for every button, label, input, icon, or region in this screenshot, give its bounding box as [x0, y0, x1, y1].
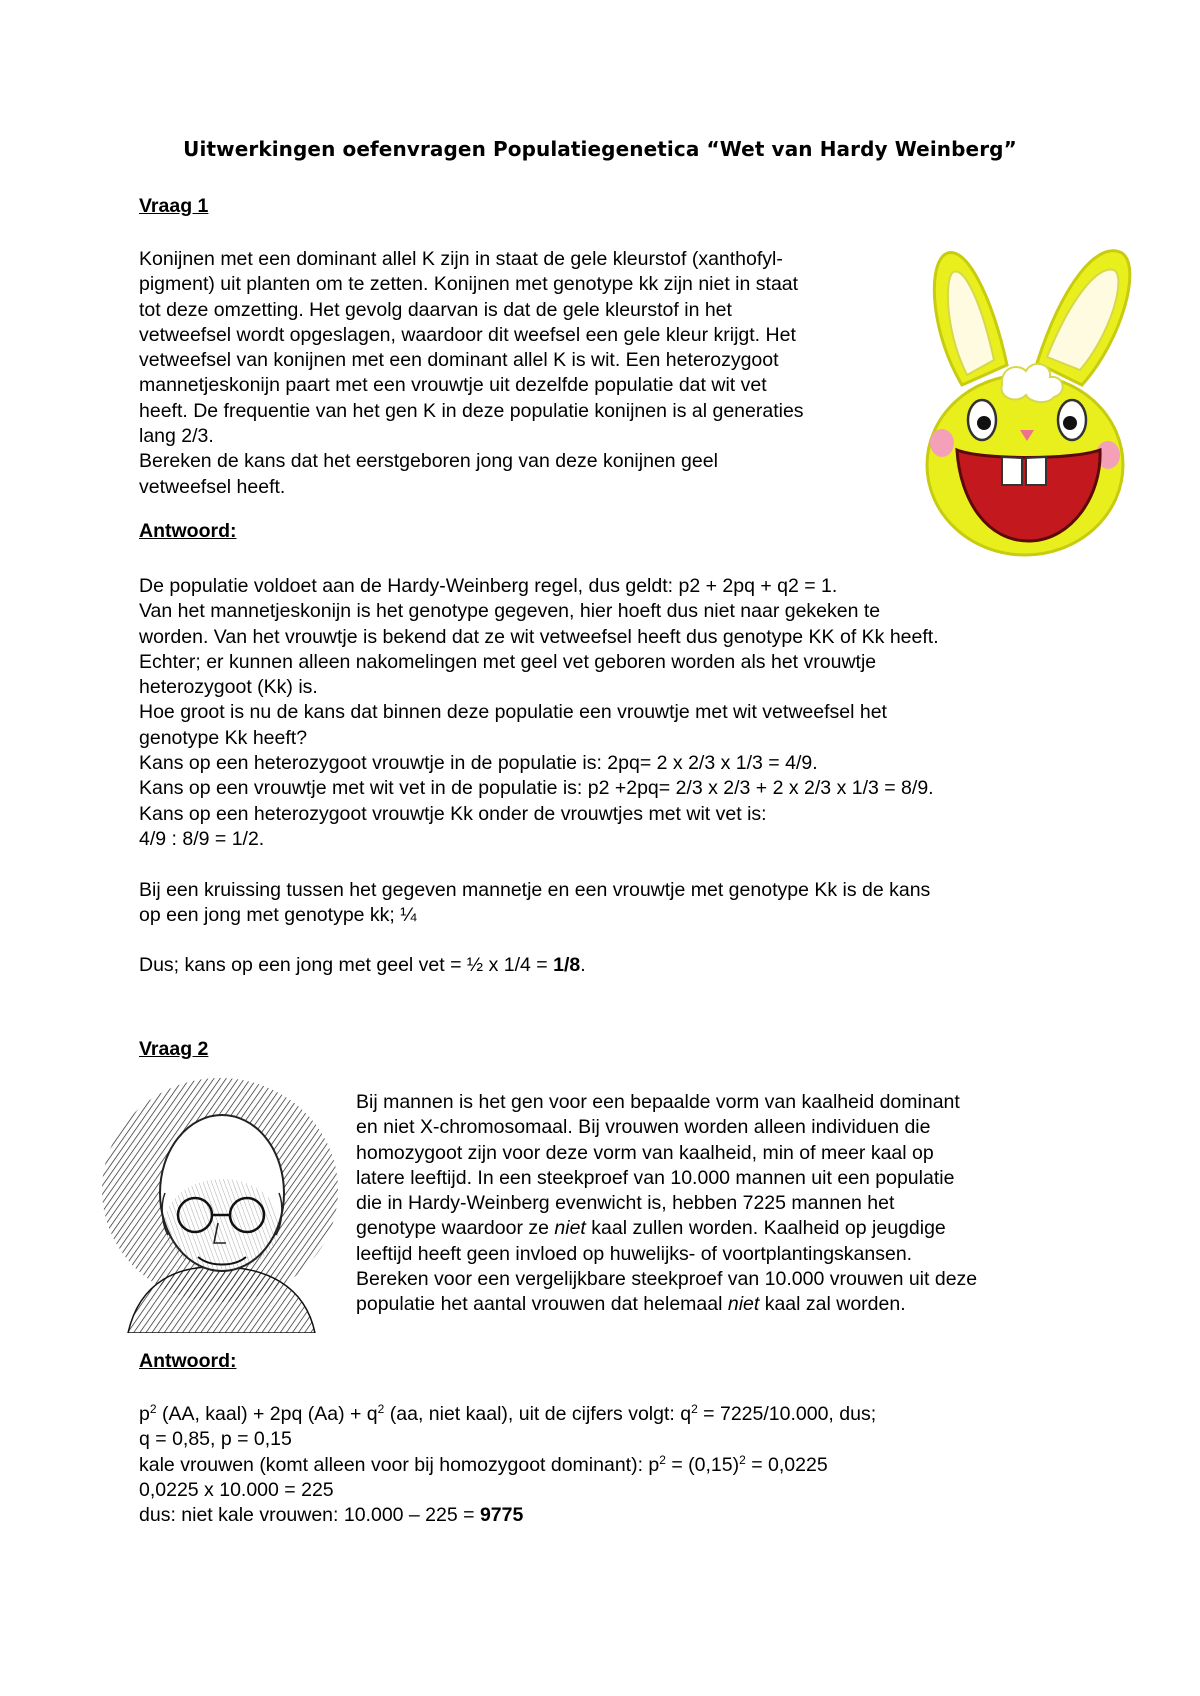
text-line [356, 1292, 977, 1317]
text-line: latere leeftijd. In een steekproef van 10.000 mannen uit een populatie [356, 1166, 955, 1189]
question-1-heading: Vraag 1 [139, 195, 209, 217]
text-line: Van het mannetjeskonijn is het genotype gegeven, hier hoeft dus niet naar gekeken te [139, 600, 881, 623]
conclusion-result: 1/8 [553, 954, 581, 977]
text-line: Bij een kruissing tussen het gegeven mannetje en een vrouwtje met genotype Kk is de kans [139, 878, 931, 901]
bunny-illustration [922, 245, 1144, 558]
text-line: lang 2/3. [139, 425, 214, 448]
text-line: Echter; er kunnen alleen nakomelingen met geel vet geboren worden als het vrouwtje [139, 650, 877, 673]
text-line: vetweefsel van konijnen met een dominant allel K is wit. Een heterozygoot [139, 349, 779, 372]
text-line [139, 1402, 876, 1427]
superscript: 2 [739, 1452, 746, 1467]
question-1-text [139, 247, 804, 500]
text-span: kaal zal worden. [759, 1293, 906, 1316]
text-line: heterozygoot (Kk) is. [139, 676, 318, 699]
text-line: 4/9 : 8/9 = 1/2. [139, 827, 265, 850]
conclusion-text: Dus; kans op een jong met geel vet = ½ x 1/4 = [139, 954, 554, 977]
final-answer: 9775 [479, 1504, 524, 1527]
text-line: Bereken voor een vergelijkbare steekproef van 10.000 vrouwen uit deze [356, 1268, 978, 1291]
text-span: (AA, kaal) + 2pq (Aa) + q [156, 1403, 378, 1425]
question-2-answer-heading: Antwoord: [139, 1350, 237, 1372]
text-line: Kans op een vrouwtje met wit vet in de populatie is: p2 +2pq= 2/3 x 2/3 + 2 x 2/3 x 1/3 = 8/9. [139, 777, 934, 800]
text-span: (aa, niet kaal), uit de cijfers volgt: q [384, 1403, 692, 1425]
superscript: 2 [691, 1402, 698, 1416]
page-title: Uitwerkingen oefenvragen Populatiegenetica “Wet van Hardy Weinberg” [183, 137, 1017, 161]
text-line: leeftijd heeft geen invloed op huwelijks- of voortplantingskansen. [356, 1242, 913, 1265]
text-line: Kans op een heterozygoot vrouwtje Kk onder de vrouwtjes met wit vet is: [139, 802, 767, 825]
question-1-answer-heading: Antwoord: [139, 520, 237, 542]
text-line: heeft. De frequentie van het gen K in deze populatie konijnen is al generaties [139, 399, 804, 422]
text-line: homozygoot zijn voor deze vorm van kaalheid, min of meer kaal op [356, 1141, 934, 1164]
question-2-answer [139, 1402, 876, 1528]
text-span: populatie het aantal vrouwen dat helemaal [356, 1293, 728, 1316]
conclusion-line [139, 953, 939, 978]
text-line: genotype Kk heeft? [139, 726, 308, 749]
text-span: dus: niet kale vrouwen: 10.000 – 225 = [139, 1504, 480, 1527]
emphasis-text: niet [554, 1217, 586, 1240]
text-line [139, 1503, 876, 1528]
text-line: Hoe groot is nu de kans dat binnen deze populatie een vrouwtje met wit vetweefsel het [139, 701, 887, 724]
emphasis-text: niet [727, 1293, 760, 1316]
superscript: 2 [659, 1452, 666, 1467]
text-line: op een jong met genotype kk; ¼ [139, 903, 417, 926]
text-line: 0,0225 x 10.000 = 225 [139, 1478, 334, 1501]
text-span: p [139, 1403, 150, 1425]
question-1-answer [139, 574, 939, 979]
question-2-text [356, 1090, 977, 1318]
text-span: = 7225/10.000, dus; [697, 1403, 877, 1425]
text-span: genotype waardoor ze [356, 1217, 555, 1240]
text-line: en niet X-chromosomaal. Bij vrouwen worden alleen individuen die [356, 1116, 931, 1139]
text-line: worden. Van het vrouwtje is bekend dat ze wit vetweefsel heeft dus genotype KK of Kk heeft. [139, 625, 939, 648]
text-line [356, 1216, 977, 1241]
text-span: = 0,0225 [745, 1453, 828, 1476]
text-line [139, 1453, 876, 1478]
text-line: mannetjeskonijn paart met een vrouwtje uit dezelfde populatie dat wit vet [139, 374, 767, 397]
text-line: vetweefsel wordt opgeslagen, waardoor dit weefsel een gele kleur krijgt. Het [139, 323, 796, 346]
text-line: pigment) uit planten om te zetten. Konijnen met genotype kk zijn niet in staat [139, 273, 799, 296]
text-line: Kans op een heterozygoot vrouwtje in de populatie is: 2pq= 2 x 2/3 x 1/3 = 4/9. [139, 752, 818, 775]
text-line: q = 0,85, p = 0,15 [139, 1428, 292, 1451]
superscript: 2 [149, 1402, 157, 1416]
text-span: kale vrouwen (komt alleen voor bij homozygoot dominant): p [139, 1453, 660, 1476]
text-line: Bij mannen is het gen voor een bepaalde vorm van kaalheid dominant [356, 1091, 960, 1113]
text-line: die in Hardy-Weinberg evenwicht is, hebben 7225 mannen het [356, 1192, 895, 1215]
superscript: 2 [377, 1402, 385, 1416]
conclusion-suffix: . [580, 954, 586, 977]
text-line: vetweefsel heeft. [139, 475, 286, 498]
text-line: Konijnen met een dominant allel K zijn in staat de gele kleurstof (xanthofyl- [139, 248, 783, 270]
question-2-heading: Vraag 2 [139, 1038, 209, 1060]
text-line: tot deze omzetting. Het gevolg daarvan is dat de gele kleurstof in het [139, 298, 732, 321]
text-line: De populatie voldoet aan de Hardy-Weinberg regel, dus geldt: p2 + 2pq + q2 = 1. [139, 575, 838, 597]
bald-man-illustration [100, 1075, 340, 1333]
text-line: Bereken de kans dat het eerstgeboren jong van deze konijnen geel [139, 450, 718, 473]
text-span: kaal zullen worden. Kaalheid op jeugdige [585, 1217, 946, 1240]
text-span: = (0,15) [665, 1453, 740, 1476]
